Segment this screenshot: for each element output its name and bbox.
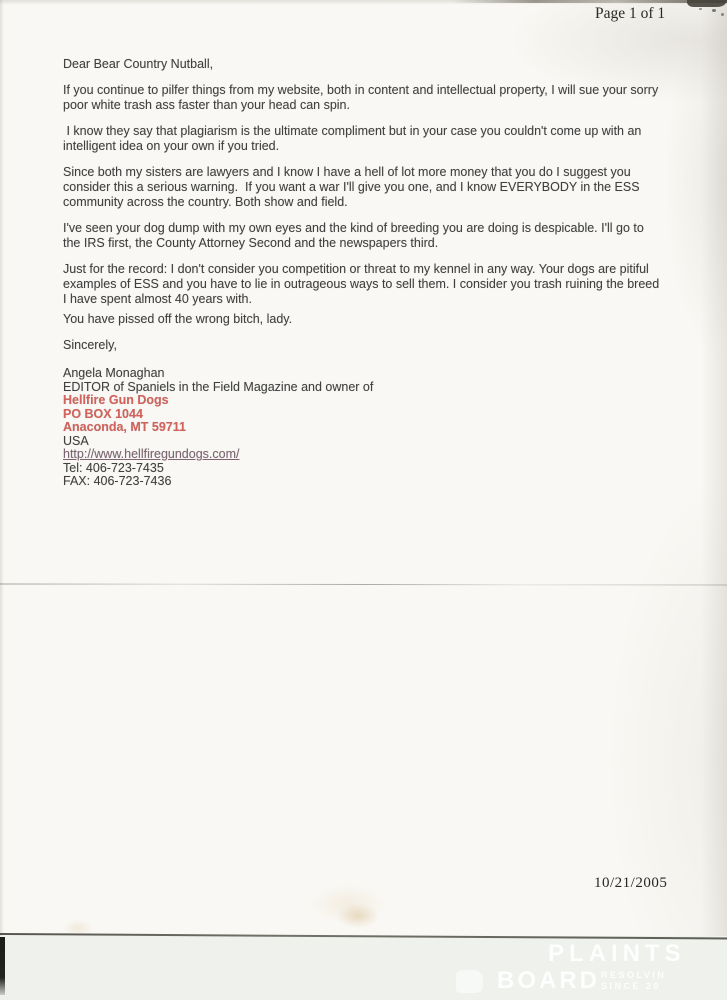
letter-date: 10/21/2005	[594, 875, 668, 891]
watermark-tagline-line2: SINCE 20	[601, 980, 662, 991]
page-count: Page 1 of 1	[595, 5, 666, 22]
watermark-logo-icon	[456, 970, 483, 993]
city-state-zip: Anaconda, MT 59711	[63, 420, 186, 434]
paragraph-6: You have pissed off the wrong bitch, lady.	[63, 312, 293, 326]
signature-title: EDITOR of Spaniels in the Field Magazine and owner of	[63, 379, 374, 394]
paragraph-1: If you continue to pilfer things from my website, both in content and intellectual property, I will sue your sorry poor white trash ass faster than your head can spin.	[63, 83, 662, 112]
paragraph-3: Since both my sisters are lawyers and I know I have a hell of lot more money that you do I suggest you consider this a serious warning. If you want a war I'll give you one, and I know EVERYBODY in the ESS community across the country. Both show and field.	[63, 165, 644, 209]
website-url: http://www.hellfiregundogs.com/	[63, 447, 240, 461]
scan-speck	[712, 9, 716, 12]
scan-smudge-top	[452, 0, 727, 3]
scan-speck	[699, 8, 702, 10]
paragraph-4: I've seen your dog dump with my own eyes and the kind of breeding you are doing is despicable. I'll go to the IRS first, the County Attorney Second and the newspapers third.	[63, 221, 648, 250]
telephone-number: Tel: 406-723-7435	[63, 460, 164, 475]
scan-artifact-strip	[0, 937, 5, 995]
paragraph-5: Just for the record: I don't consider you competition or threat to my kennel in any way. Your dogs are pitiful examples of ESS and you have to lie in outrageous ways to sell them. I consider you trash ruining the breed I have spent almost 40 years with.	[63, 262, 663, 306]
watermark-text-bottom: BOARD	[497, 967, 600, 994]
kennel-name: Hellfire Gun Dogs	[63, 393, 169, 407]
watermark-tagline-line1: RESOLVIN	[601, 970, 667, 980]
watermark	[440, 932, 727, 1000]
watermark-tagline	[601, 970, 666, 991]
torn-corner-smudge	[687, 0, 727, 7]
fax-number: FAX: 406-723-7436	[63, 474, 172, 488]
fold-crease	[0, 583, 727, 585]
signature-name: Angela Monaghan	[63, 366, 165, 380]
salutation: Dear Bear Country Nutball,	[63, 57, 214, 71]
watermark-text-top: PLAINTS	[548, 940, 686, 967]
letter-body	[63, 57, 664, 489]
signature-block	[63, 367, 664, 489]
country: USA	[63, 433, 89, 448]
po-box: PO BOX 1044	[63, 406, 143, 421]
paragraph-2: I know they say that plagiarism is the ultimate compliment but in your case you couldn't come up with an intelligent idea on your own if you tried.	[63, 124, 645, 153]
scan-speck	[721, 13, 724, 16]
closing: Sincerely,	[63, 338, 117, 352]
